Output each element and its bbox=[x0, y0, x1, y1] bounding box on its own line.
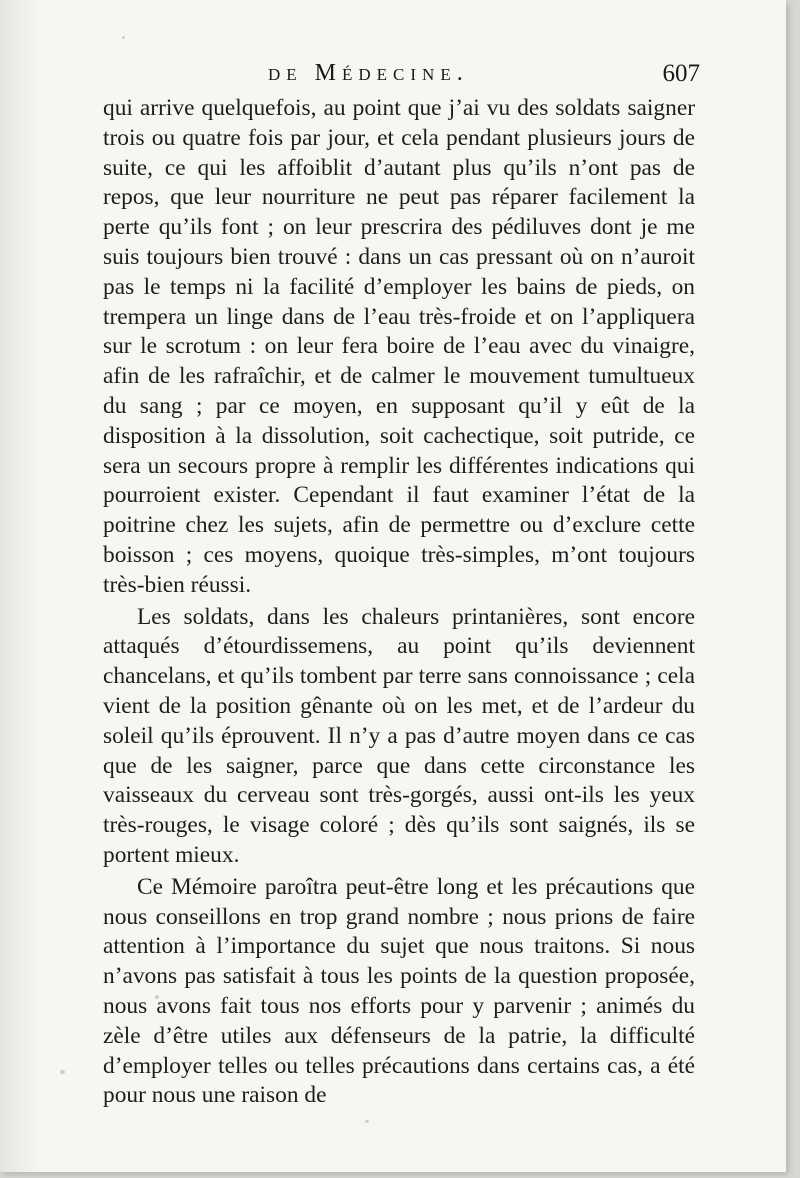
paragraph-1: qui arrive quelquefois, au point que j’ai vu des soldats saigner trois ou quatre fois par jour, et cela pendant plusieurs jours de suite, ce qui les affoiblit d’autant plus qu’ils n’ont pas de repos, que leur nourriture ne peut pas réparer facilement la perte qu’ils font ; on leur prescrira des pédiluves dont je me suis toujours bien trouvé : dans un cas pressant où on n’auroit pas le temps ni la facilité d’employer les bains de pieds, on trempera un linge dans de l’eau très-froide et on l’appliquera sur le scrotum : on leur fera boire de l’eau avec du vinaigre, afin de les rafraîchir, et de calmer le mouvement tumultueux du sang ; par ce moyen, en supposant qu’il y eût de la disposition à la dissolution, soit cachectique, soit putride, ce sera un secours propre à remplir les différentes indications qui pourroient exister. Cependant il faut examiner l’état de la poitrine chez les sujets, afin de permettre ou d’exclure cette boisson ; ces moyens, quoique très-simples, m’ont toujours très-bien réussi. bbox=[103, 95, 695, 598]
paragraph-2: Les soldats, dans les chaleurs printanières, sont encore attaqués d’étourdissemens, au point qu’ils deviennent chancelans, et qu’ils tombent par terre sans connoissance ; cela vient de la position gênante où on les met, et de l’ardeur du soleil qu’ils éprouvent. Il n’y a pas d’autre moyen dans ce cas que de les saigner, parce que dans cette circonstance les vaisseaux du cerveau sont très-gorgés, aussi ont-ils les yeux très-rouges, le visage coloré ; dès qu’ils sont saignés, ils se portent mieux. bbox=[103, 603, 695, 868]
paper-speck bbox=[60, 1070, 65, 1074]
page-number: 607 bbox=[662, 60, 700, 87]
running-title: de Médecine. bbox=[268, 60, 469, 86]
paper-speck bbox=[155, 995, 159, 999]
paper-speck bbox=[122, 36, 125, 39]
body-text bbox=[103, 94, 695, 1111]
paragraph-3: Ce Mémoire paroîtra peut-être long et les précautions que nous conseillons en trop grand nombre ; nous prions de faire attention à l’importance du sujet que nous traitons. Si nous n’avons pas satisfait à tous les points de la question proposée, nous avons fait tous nos efforts pour y parvenir ; animés du zèle d’être utiles aux défenseurs de la patrie, la difficulté d’employer telles ou telles précautions dans certains cas, a été pour nous une raison de bbox=[103, 873, 695, 1109]
paper-speck bbox=[365, 1120, 369, 1123]
